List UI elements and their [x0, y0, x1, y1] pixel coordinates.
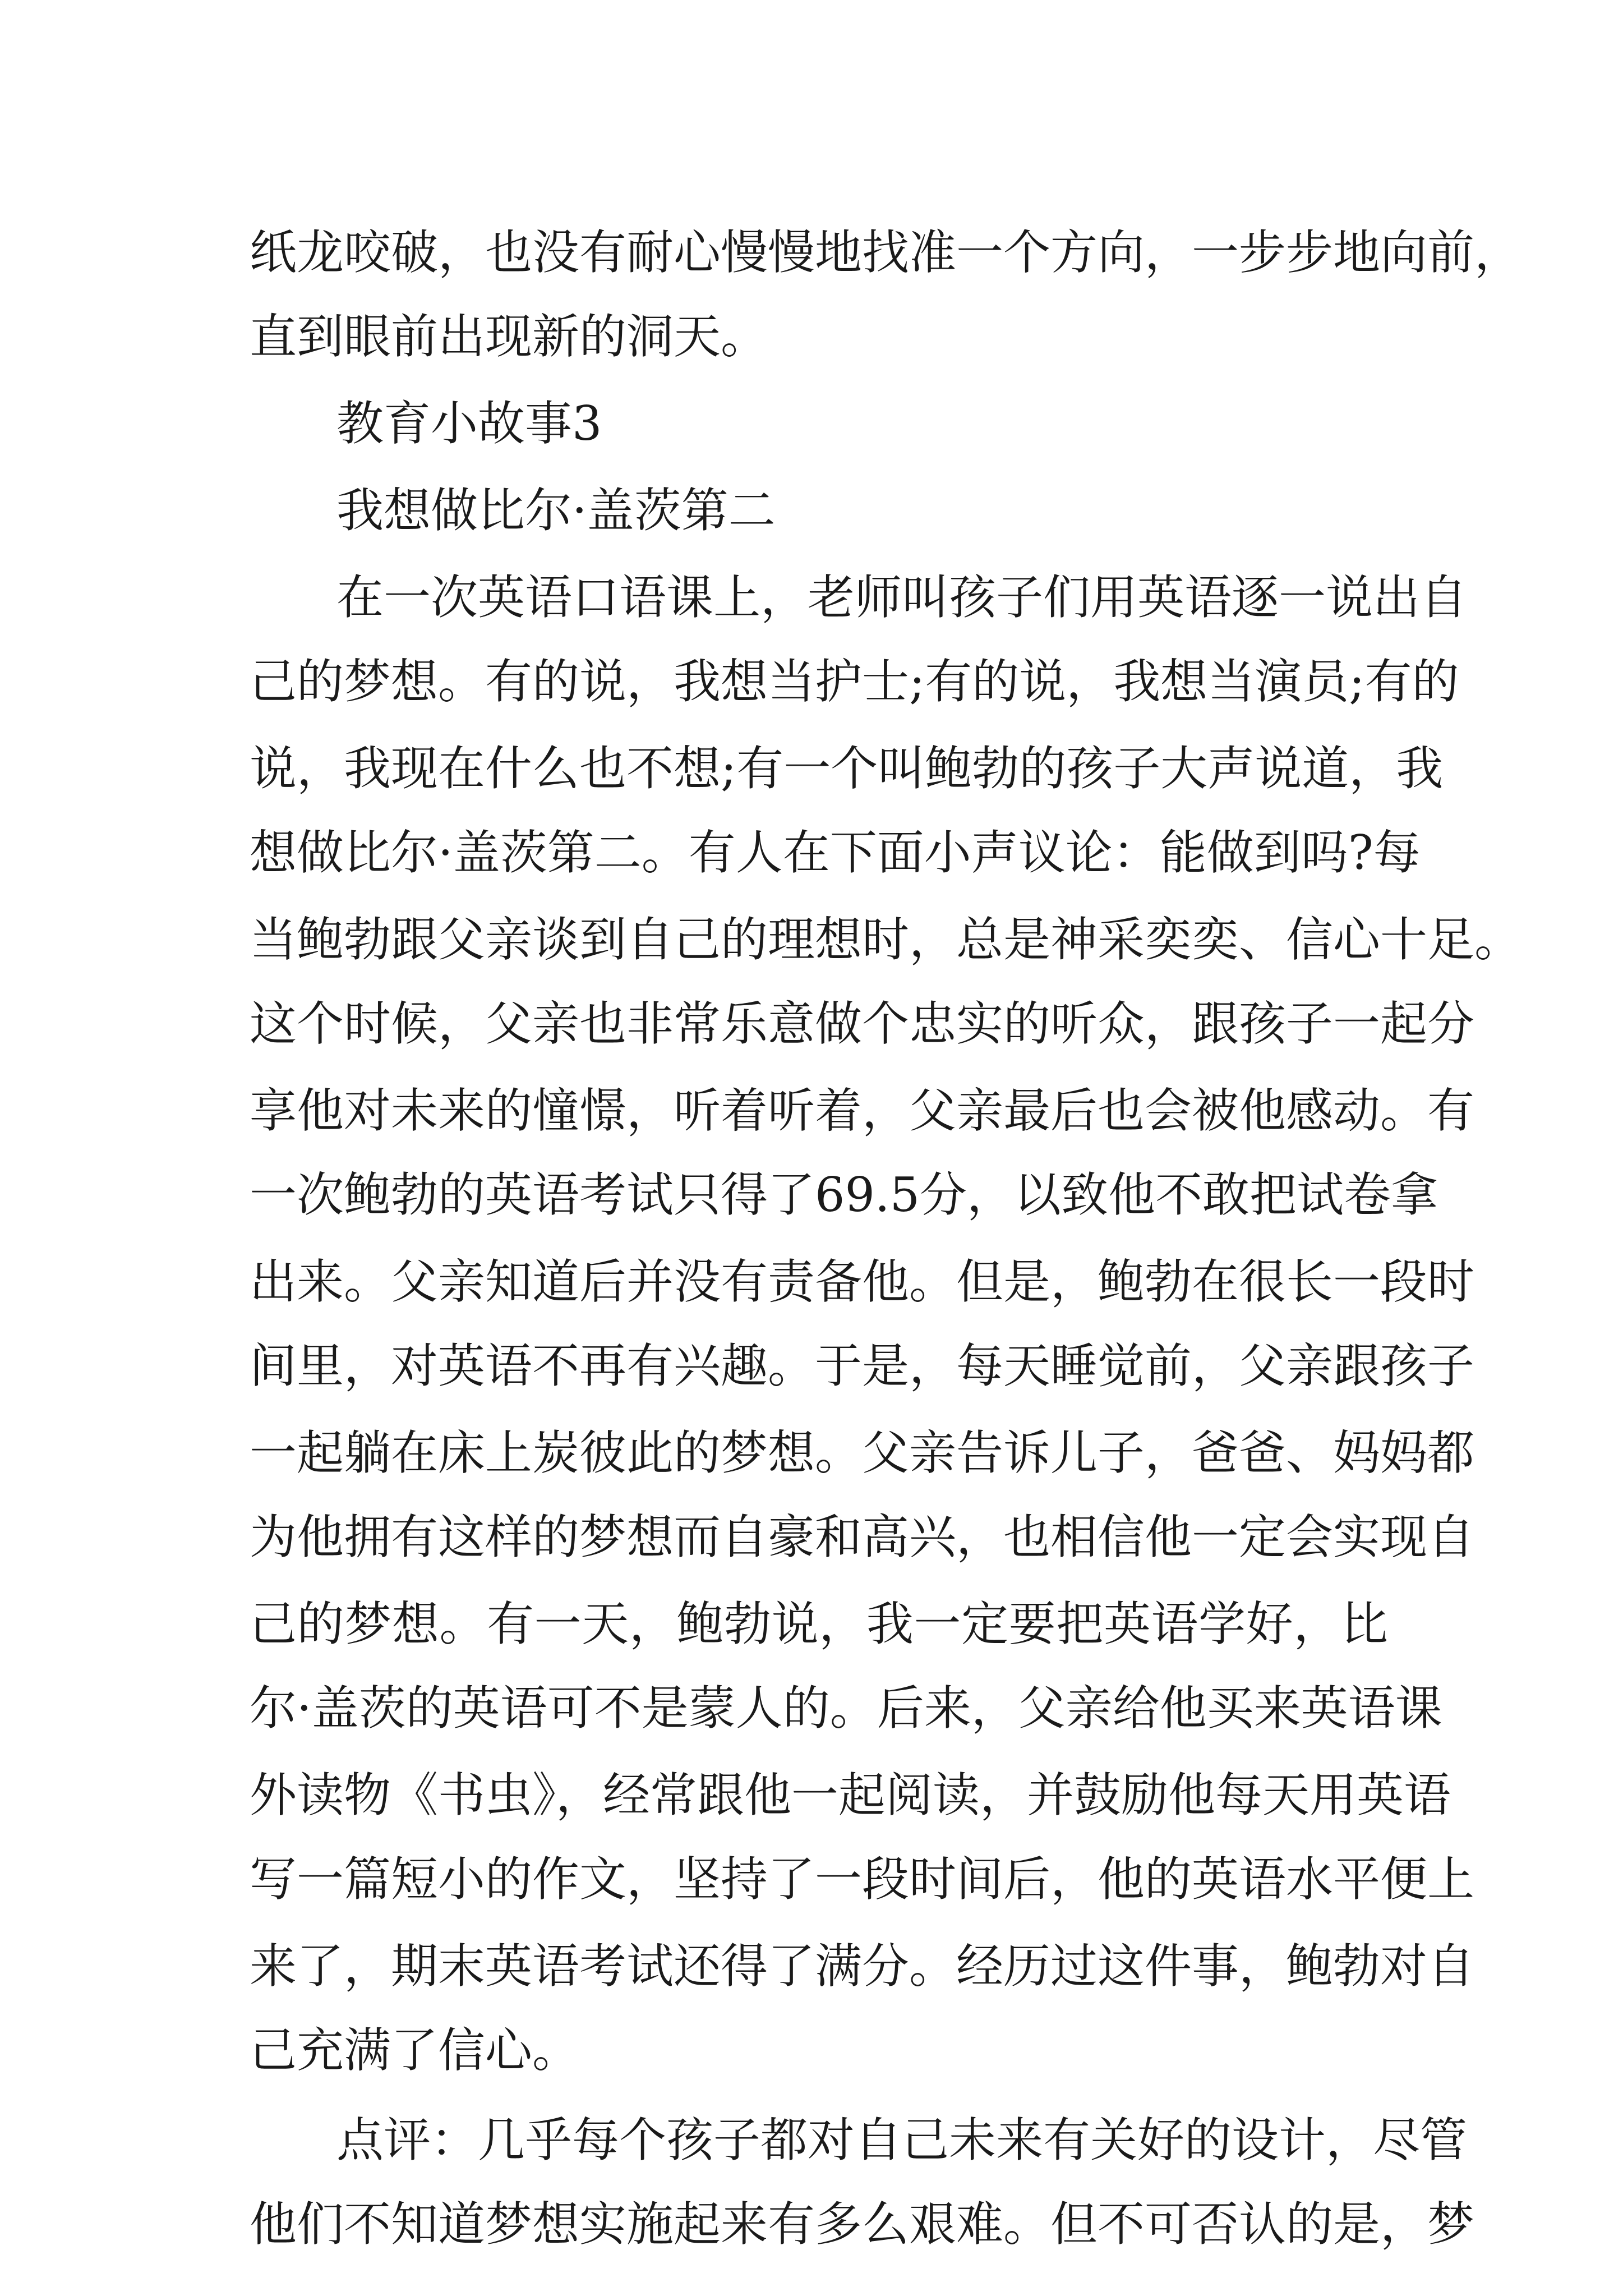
text-line: 一次鲍勃的英语考试只得了69.5分，以致他不敢把试卷拿 [250, 1167, 1438, 1222]
text-line: 在一次英语口语课上，老师叫孩子们用英语逐一说出自 [336, 570, 1468, 625]
text-line: 来了，期末英语考试还得了满分。经历过这件事，鲍勃对自 [250, 1939, 1475, 1994]
text-line: 为他拥有这样的梦想而自豪和高兴，也相信他一定会实现自 [250, 1510, 1475, 1565]
text-line: 这个时候，父亲也非常乐意做个忠实的听众，跟孩子一起分 [250, 996, 1475, 1051]
commentary-line: 他们不知道梦想实施起来有多么艰难。但不可否认的是，梦 [250, 2197, 1475, 2252]
text-line: 己的梦想。有一天，鲍勃说，我一定要把英语学好，比 [250, 1596, 1388, 1651]
text-line: 享他对未来的憧憬，听着听着，父亲最后也会被他感动。有 [250, 1083, 1475, 1138]
text-line: 想做比尔·盖茨第二。有人在下面小声议论：能做到吗?每 [250, 825, 1421, 880]
section-heading: 教育小故事3 [336, 396, 602, 451]
text-line: 说，我现在什么也不想;有一个叫鲍勃的孩子大声说道，我 [250, 741, 1444, 796]
text-line: 写一篇短小的作文，坚持了一段时间后，他的英语水平便上 [250, 1852, 1475, 1907]
text-line: 外读物《书虫》，经常跟他一起阅读，并鼓励他每天用英语 [250, 1768, 1451, 1823]
story-title: 我想做比尔·盖茨第二 [336, 483, 776, 538]
text-line: 纸龙咬破，也没有耐心慢慢地找准一个方向，一步步地向前， [250, 225, 1522, 280]
text-line: 直到眼前出现新的洞天。 [250, 309, 768, 364]
text-line: 己的梦想。有的说，我想当护士;有的说，我想当演员;有的 [250, 654, 1459, 709]
commentary-line: 点评：几乎每个孩子都对自己未来有关好的设计，尽管 [336, 2113, 1468, 2168]
text-line: 间里，对英语不再有兴趣。于是，每天睡觉前，父亲跟孩子 [250, 1338, 1475, 1393]
text-line: 出来。父亲知道后并没有责备他。但是，鲍勃在很长一段时 [250, 1254, 1475, 1309]
text-line: 尔·盖茨的英语可不是蒙人的。后来，父亲给他买来英语课 [250, 1681, 1442, 1736]
text-line: 一起躺在床上炭彼此的梦想。父亲告诉儿子，爸爸、妈妈都 [250, 1425, 1475, 1480]
text-line: 己充满了信心。 [250, 2023, 580, 2078]
text-line: 当鲍勃跟父亲谈到自己的理想时，总是神采奕奕、信心十足。 [250, 912, 1522, 967]
